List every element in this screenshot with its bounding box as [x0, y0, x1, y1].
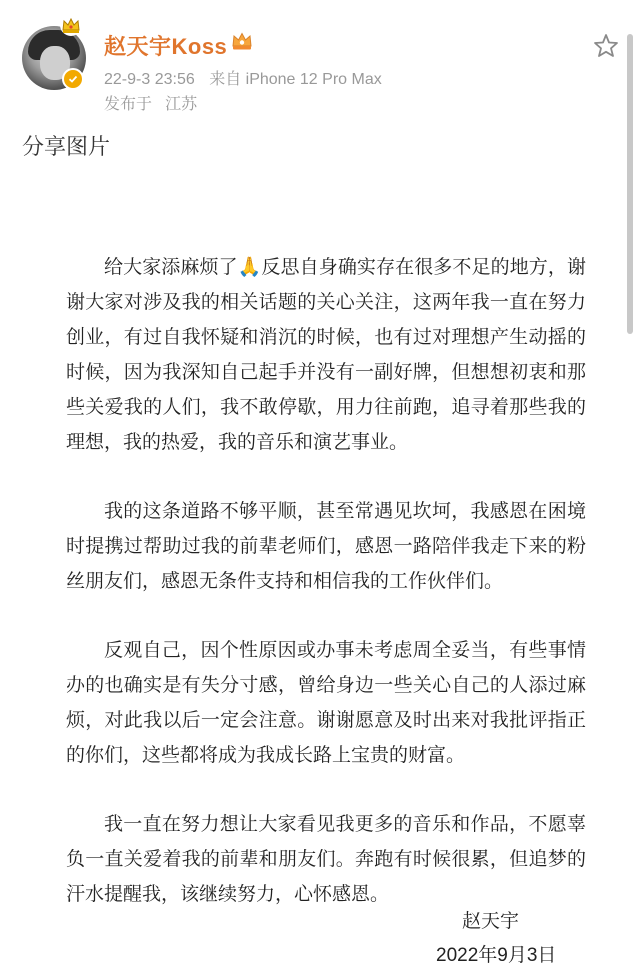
- letter-paragraph: 给大家添麻烦了🙏反思自身确实存在很多不足的地方，谢谢大家对涉及我的相关话题的关心关注，这两年我一直在努力创业，有过自我怀疑和消沉的时候，也有过对理想产生动摇的时候，因为我深知自己起手并没有一副好牌，但想想初衷和那些关爱我的人们，我不敢停歇，用力往前跑，追寻着那些我的理想，我的热爱，我的音乐和演艺事业。: [66, 256, 586, 453]
- location-name: 江苏: [165, 94, 198, 113]
- post-timestamp: 22-9-3 23:56: [104, 71, 195, 88]
- post-meta: [104, 66, 392, 89]
- scrollbar[interactable]: [627, 34, 633, 334]
- username[interactable]: 赵天宇Koss: [104, 34, 228, 59]
- star-outline-icon[interactable]: [592, 32, 620, 60]
- letter-paragraph: 我的这条道路不够平顺，甚至常遇见坎坷，我感恩在困境时提携过帮助过我的前辈老师们，感恩一路陪伴我走下来的粉丝朋友们，感恩无条件支持和相信我的工作伙伴们。: [66, 500, 586, 592]
- letter-paragraph: 反观自己，因个性原因或办事未考虑周全妥当，有些事情办的也确实是有失分寸感，曾给身边一些关心自己的人添过麻烦，对此我以后一定会注意。谢谢愿意及时出来对我批评指正的你们，这些都将成为我成长路上宝贵的财富。: [66, 639, 586, 766]
- share-title: 分享图片: [22, 135, 111, 160]
- post-location: [104, 91, 205, 114]
- letter-body: [66, 250, 586, 946]
- post-header: [0, 0, 640, 120]
- vip-crown-icon: [230, 30, 254, 56]
- verified-badge-icon: [62, 68, 84, 90]
- post-source: 来自 iPhone 12 Pro Max: [209, 71, 382, 88]
- letter-paragraph: 我一直在努力想让大家看见我更多的音乐和作品，不愿辜负一直关爱着我的前辈和朋友们。奔跑有时候很累，但追梦的汗水提醒我，该继续努力，心怀感恩。: [66, 813, 586, 905]
- location-prefix: 发布于: [104, 94, 153, 113]
- letter-signature: 赵天宇: [462, 910, 520, 932]
- letter-date: 2022年9月3日: [436, 945, 557, 966]
- crown-icon: [60, 14, 82, 36]
